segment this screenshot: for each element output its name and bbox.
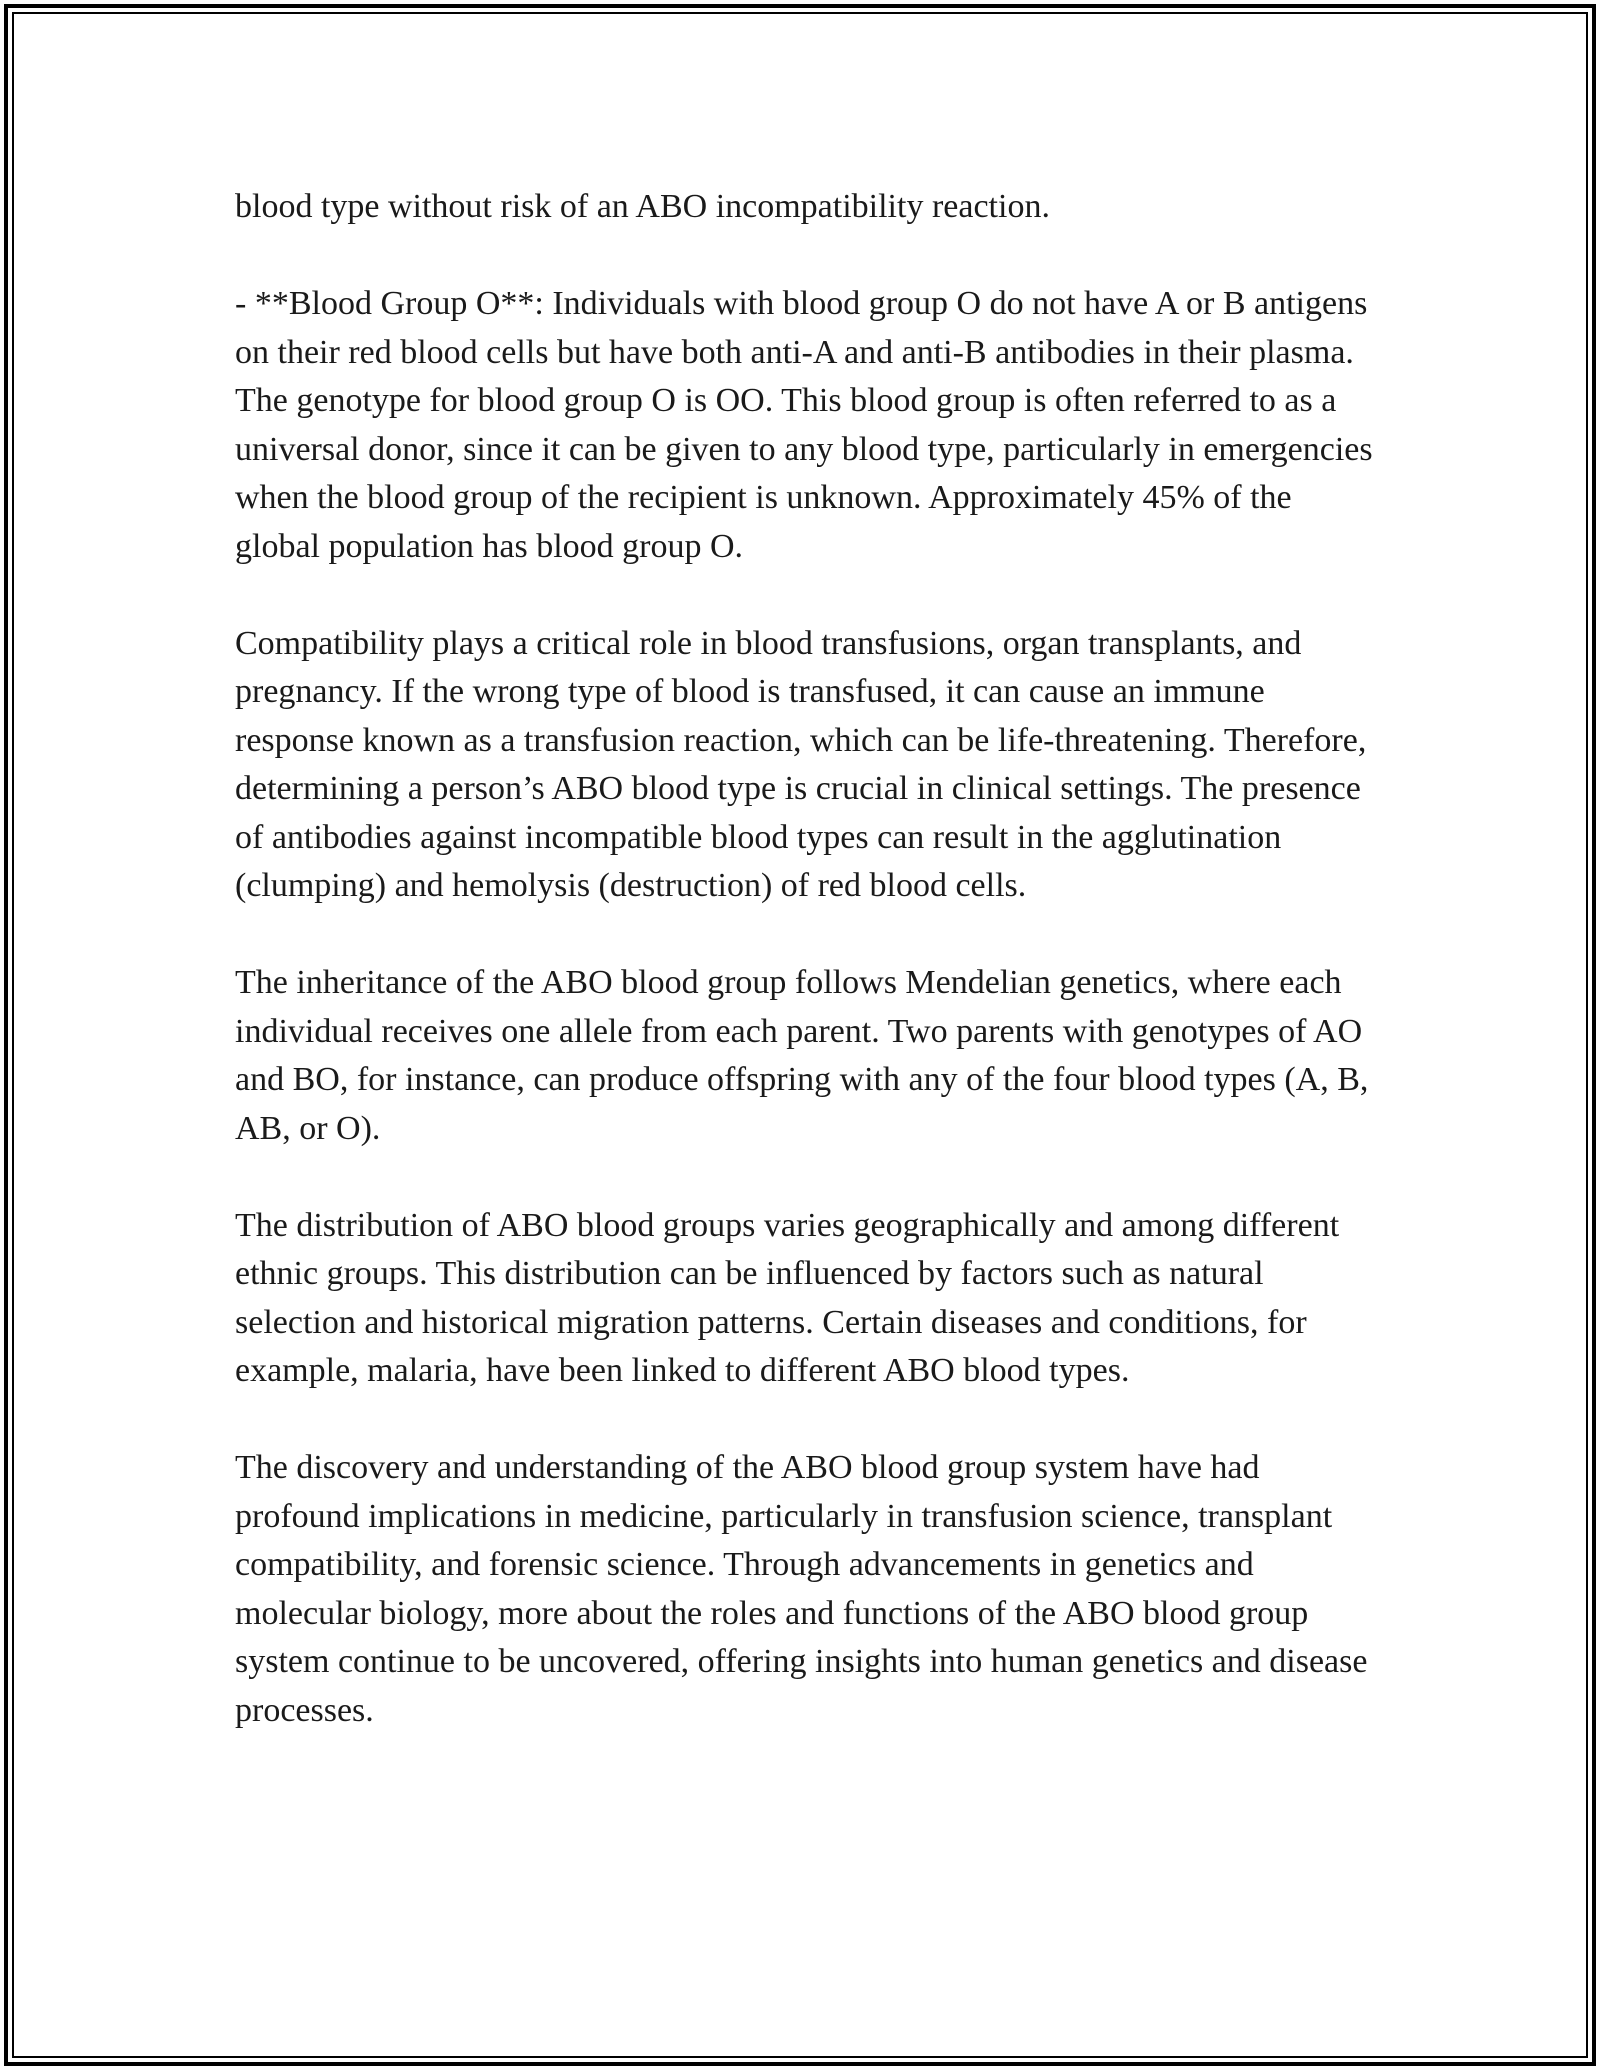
paragraph-blood-group-o: - **Blood Group O**: Individuals with blood group O do not have A or B antigens on their red blood cells but have both anti-A and anti-B antibodies in their plasma. The genotype for blood group O is OO. This blood group is often referred to as a universal donor, since it can be given to any blood type, particularly in emergencies when the blood group of the recipient is unknown. Approximately 45% of the global population has blood group O. xyxy=(235,285,1373,565)
paragraph-inheritance: The inheritance of the ABO blood group follows Mendelian genetics, where each individual receives one allele from each parent. Two parents with genotypes of AO and BO, for instance, can produce offspring with any of the four blood types (A, B, AB, or O). xyxy=(235,964,1369,1147)
paragraph-distribution: The distribution of ABO blood groups varies geographically and among different ethnic groups. This distribution can be influenced by factors such as natural selection and historical migration patterns. Certain diseases and conditions, for example, malaria, have been linked to different ABO blood types. xyxy=(235,1206,1340,1389)
paragraph-compatibility: Compatibility plays a critical role in blood transfusions, organ transplants, and pregnancy. If the wrong type of blood is transfused, it can cause an immune response known as a transfusion reaction, which can be life-threatening. Therefore, determining a person’s ABO blood type is crucial in clinical settings. The presence of antibodies against incompatible blood types can result in the agglutination (clumping) and hemolysis (destruction) of red blood cells. xyxy=(235,624,1367,904)
paragraph-continuation: blood type without risk of an ABO incompatibility reaction. xyxy=(235,188,1050,225)
paragraph-discovery: The discovery and understanding of the ABO blood group system have had profound implications in medicine, particularly in transfusion science, transplant compatibility, and forensic science. Through advancements in genetics and molecular biology, more about the roles and functions of the ABO blood group system continue to be uncovered, offering insights into human genetics and disease processes. xyxy=(235,1449,1368,1729)
document-body xyxy=(235,183,1375,1735)
